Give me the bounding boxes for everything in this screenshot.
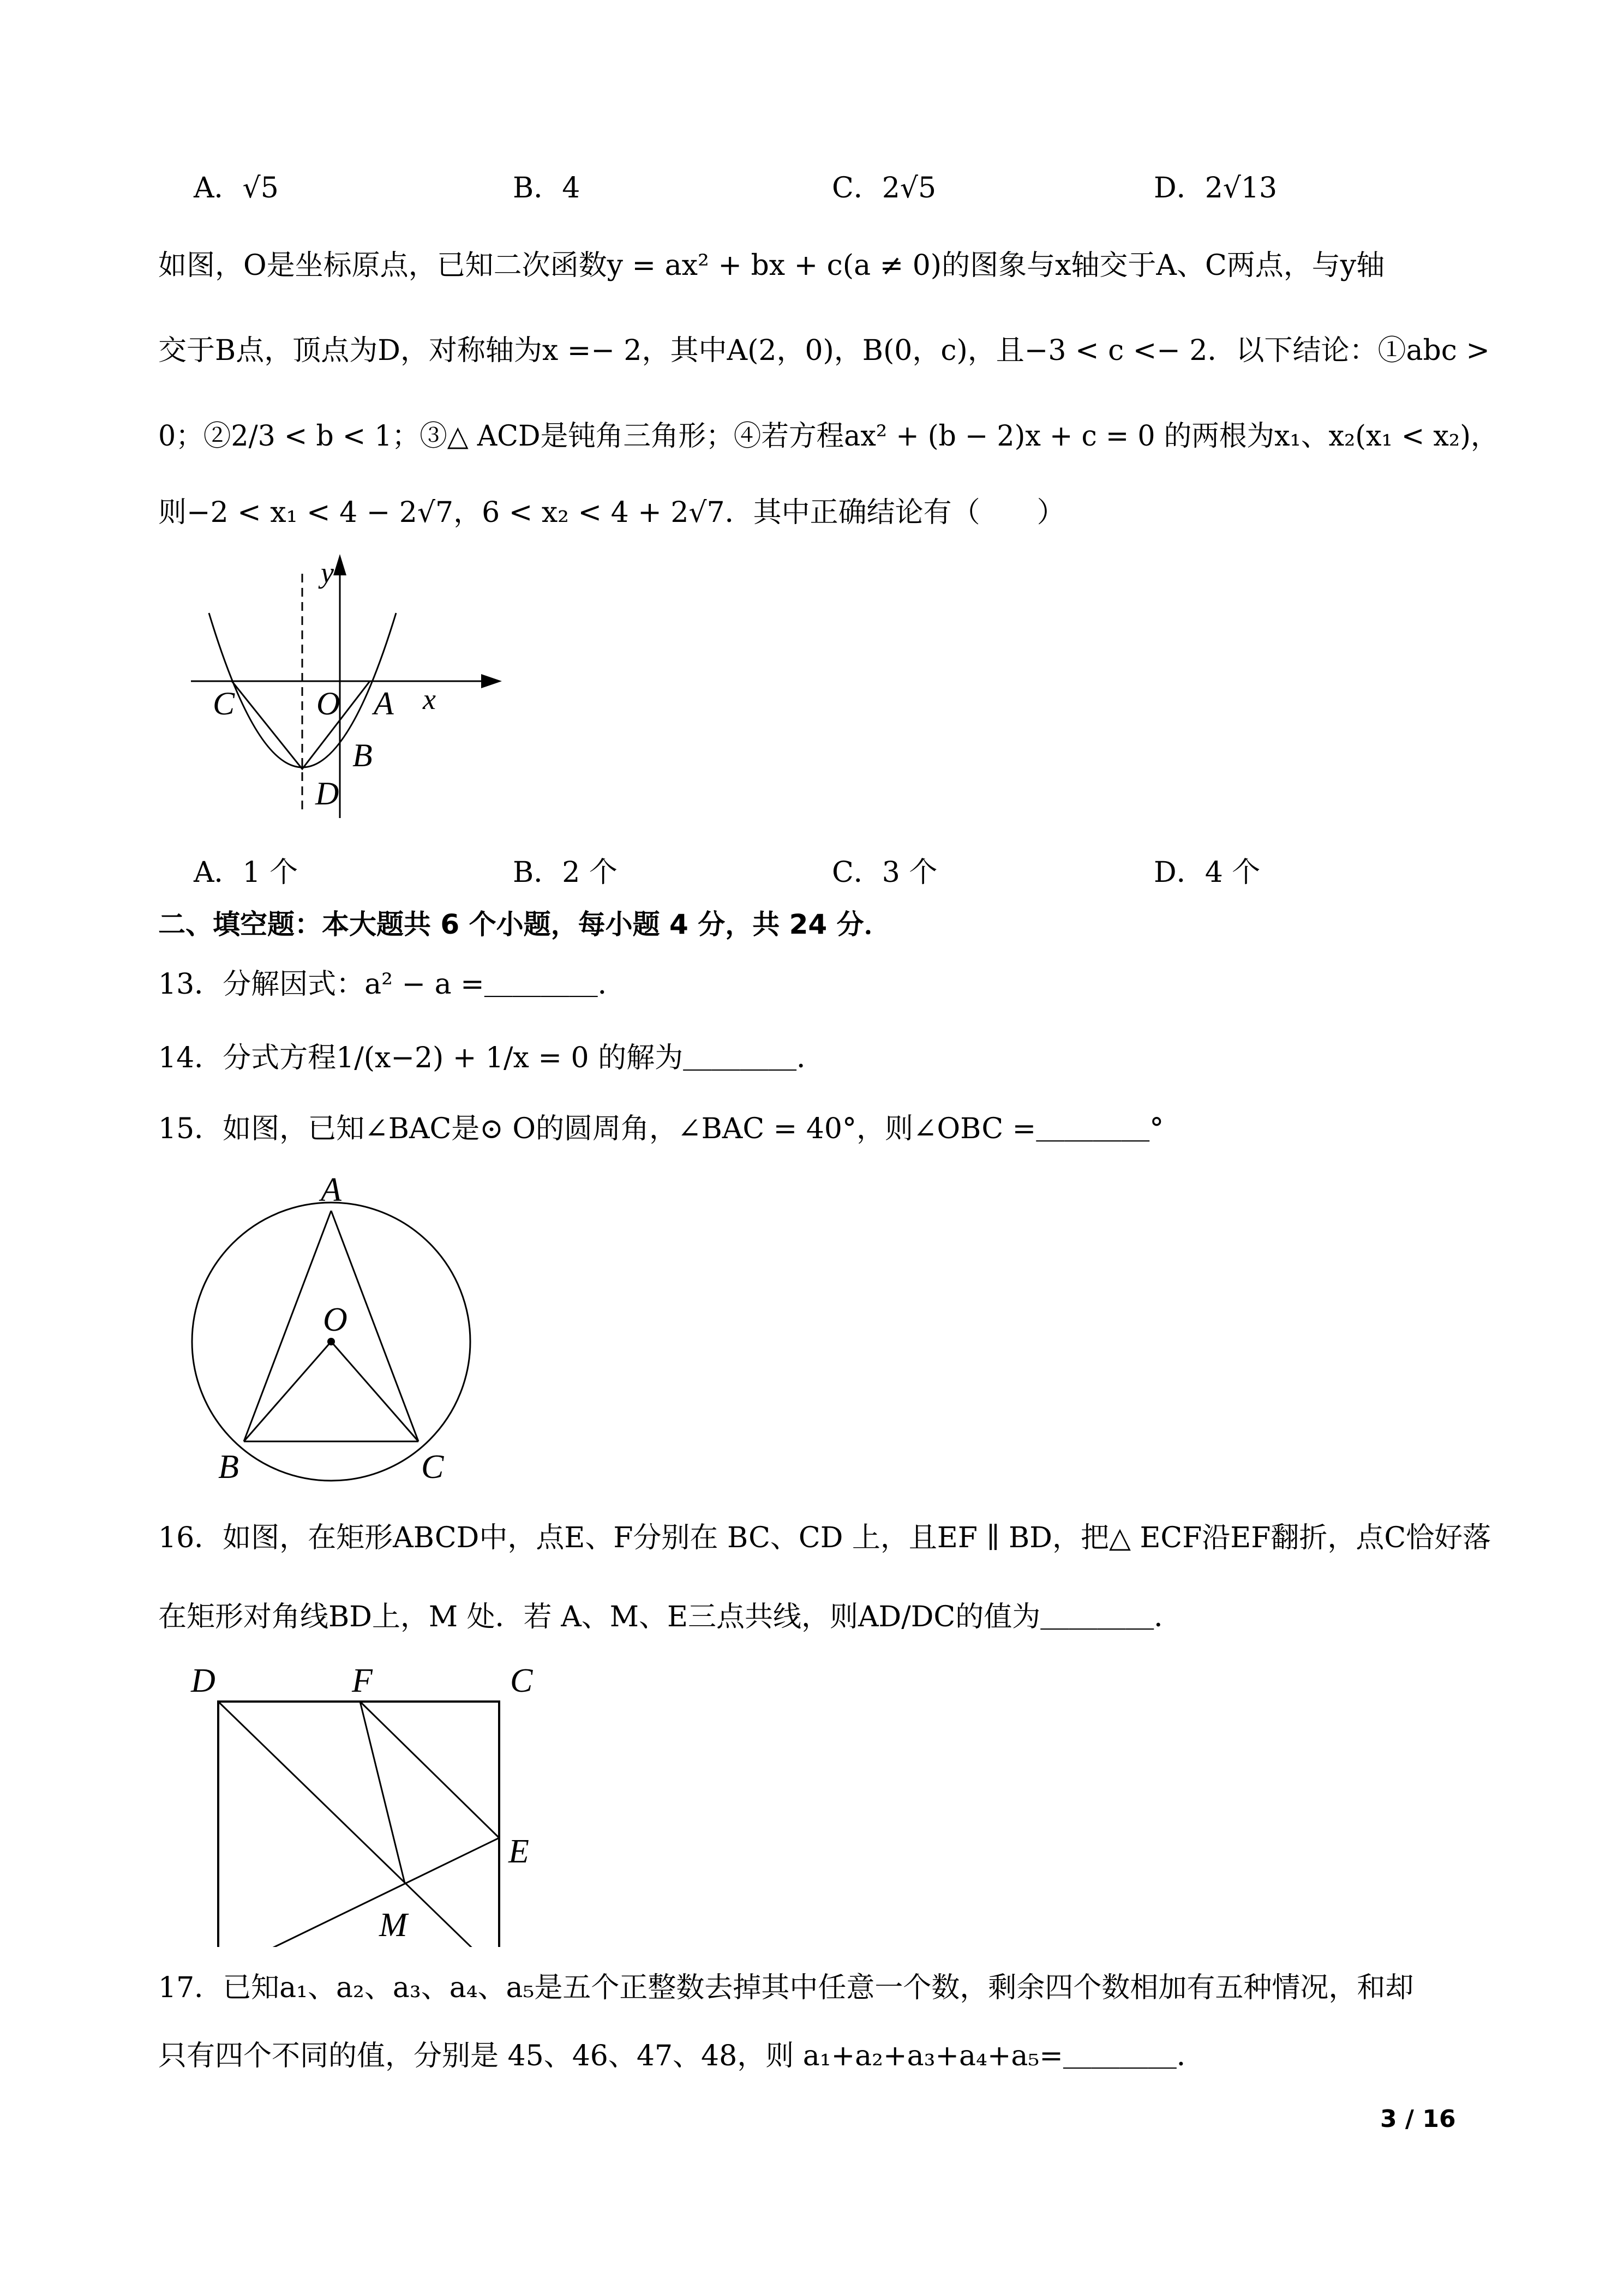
q12-option-a: A．1 个 [194,856,298,889]
q17-line-2: 只有四个不同的值，分别是 45、46、47、48，则 a₁+a₂+a₃+a₄+a₅=＿＿＿＿． [158,2040,1205,2072]
q15-text: 15．如图，已知∠BAC是⊙ O的圆周角，∠BAC = 40°，则∠OBC =＿＿＿＿° [158,1113,1164,1145]
label-f: F [352,1662,373,1699]
q14-text: 14．分式方程1/(x−2) + 1/x = 0 的解为＿＿＿＿． [158,1042,825,1074]
segment-fm [360,1702,405,1883]
q12-line-3: 0；②2/3 < b < 1；③△ ACD是钝角三角形；④若方程ax² + (b − 2)x + c = 0 的两根为x₁、x₂(x₁ < x₂)， [158,420,1499,453]
label-e: E [508,1833,529,1870]
q12-line-2: 交于B点，顶点为D，对称轴为x =− 2，其中A(2，0)，B(0，c)，且−3 < c <− 2．以下结论：①abc > [158,334,1490,367]
label-o: O [316,686,340,722]
q11-option-a: A．√5 [194,172,279,205]
label-x: x [423,683,436,716]
segment-oc [331,1342,418,1441]
section-2-header: 二、填空题：本大题共 6 个小题，每小题 4 分，共 24 分． [158,909,891,940]
label-y: y [321,556,334,589]
page-number: 3 / 16 [1380,2105,1456,2133]
q11-option-c: C．2√5 [832,172,937,205]
q12-option-d: D．4 个 [1154,856,1261,889]
q12-line-1: 如图，O是坐标原点，已知二次函数y = ax² + bx + c(a ≠ 0)的图象与x轴交于A、C两点，与y轴 [158,249,1385,282]
q12-option-c: C．3 个 [832,856,938,889]
segment-ae [218,1838,499,1947]
q11-option-b: B．4 [513,172,580,205]
center-point-o [327,1338,335,1345]
segment-ob [244,1342,331,1441]
label-o: O [323,1301,347,1338]
label-c: C [510,1662,533,1699]
q11-option-d: D．2√13 [1154,172,1278,205]
segment-ab [244,1211,331,1441]
y-axis-arrow-icon [333,554,346,575]
q12-line-4: 则−2 < x₁ < 4 − 2√7，6 < x₂ < 4 + 2√7．其中正确结论有（ ） [158,496,1065,529]
label-b: B [352,737,373,773]
q16-line-1: 16．如图，在矩形ABCD中，点E、F分别在 BC、CD 上，且EF ∥ BD，把△ ECF沿EF翻折，点C恰好落 [158,1522,1491,1554]
diagonal-bd [218,1702,499,1947]
label-a: A [321,1173,341,1209]
label-a: A [374,686,394,722]
q15-circle-figure [175,1173,502,1500]
label-d: D [191,1662,215,1699]
label-c: C [213,686,235,722]
q16-rectangle-figure [175,1652,556,1947]
q12-parabola-figure [180,545,518,829]
q17-line-1: 17．已知a₁、a₂、a₃、a₄、a₅是五个正整数去掉其中任意一个数，剩余四个数相加有五种情况，和却 [158,1972,1414,2004]
x-axis-arrow-icon [481,674,502,688]
label-m: M [379,1907,408,1944]
q12-option-b: B．2 个 [513,856,618,889]
q16-line-2: 在矩形对角线BD上，M 处．若 A、M、E三点共线，则AD/DC的值为＿＿＿＿． [158,1601,1183,1633]
q13-text: 13．分解因式：a² − a =＿＿＿＿． [158,968,626,1001]
label-b: B [218,1448,239,1486]
segment-fe [360,1702,499,1838]
rectangle-abcd [218,1702,499,1947]
label-d: D [315,776,339,812]
label-c: C [421,1448,444,1486]
